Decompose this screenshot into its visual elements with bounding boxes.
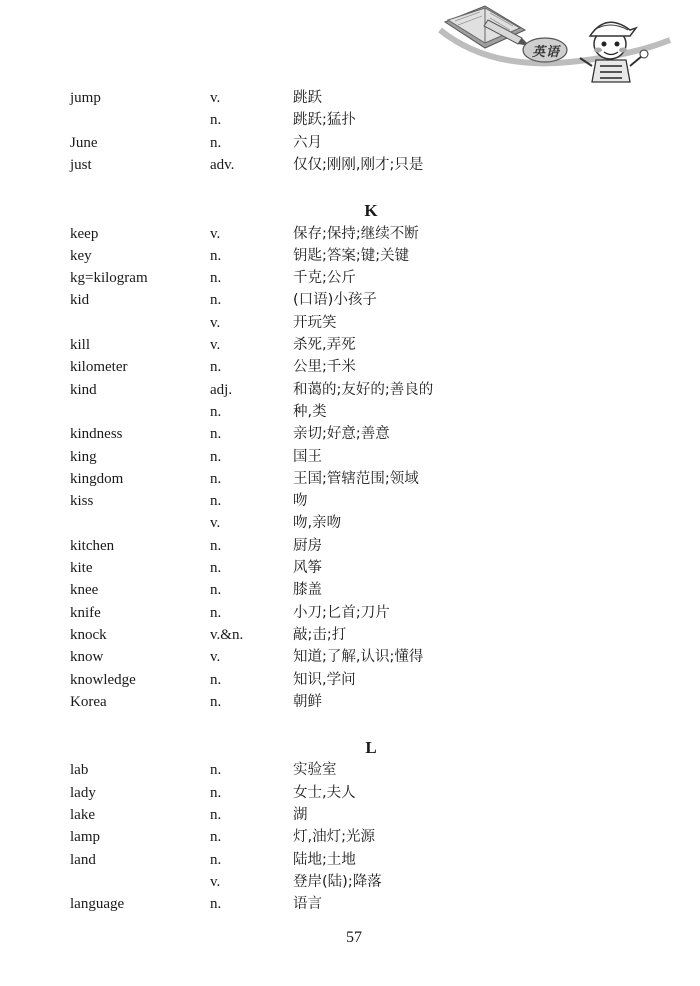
glossary-entry: [0, 535, 700, 557]
entry-part-of-speech: n.: [210, 448, 222, 465]
entry-word: kitchen: [70, 537, 115, 554]
entry-meaning: 公里;千米: [293, 359, 356, 376]
page-number: 57: [346, 929, 362, 946]
glossary-entry: [0, 624, 700, 646]
entry-part-of-speech: n.: [210, 112, 222, 129]
entry-part-of-speech: n.: [210, 560, 222, 576]
entry-meaning: 湖: [293, 807, 308, 823]
entry-word: Korea: [70, 693, 107, 710]
entry-part-of-speech: v.: [210, 314, 221, 331]
entry-part-of-speech: n.: [210, 582, 222, 599]
entry-part-of-speech: v.: [210, 225, 221, 242]
entry-word: key: [70, 247, 92, 264]
entry-meaning: 知道;了解,认识;懂得: [293, 649, 424, 666]
glossary-entry: [0, 871, 700, 893]
glossary-entry: [0, 312, 700, 334]
glossary-entry: [0, 468, 700, 490]
glossary-entry: [0, 782, 700, 804]
entry-word: language: [70, 896, 125, 913]
entry-word: knock: [70, 626, 107, 643]
entry-part-of-speech: n.: [210, 470, 222, 487]
entry-word: king: [70, 448, 97, 465]
entry-part-of-speech: n.: [210, 784, 222, 801]
entry-part-of-speech: n.: [210, 762, 222, 779]
glossary-entry: [0, 223, 700, 245]
section-heading: L: [365, 738, 377, 758]
section-heading: K: [364, 201, 378, 221]
entry-meaning: 膝盖: [293, 582, 322, 599]
entry-word: knife: [70, 604, 101, 621]
entry-meaning: 女士,夫人: [293, 784, 356, 801]
entry-meaning: 小刀;匕首;刀片: [293, 604, 390, 621]
entry-part-of-speech: n.: [210, 359, 222, 376]
entry-meaning: 开玩笑: [293, 314, 337, 331]
entry-word: kilometer: [70, 359, 128, 376]
glossary-entry: [0, 109, 700, 131]
entry-meaning: 敲;击;打: [293, 626, 347, 643]
entry-meaning: 实验室: [293, 762, 337, 779]
entry-word: know: [70, 649, 104, 666]
entry-meaning: 仅仅;刚刚,刚才;只是: [293, 156, 424, 173]
entry-meaning: 千克;公斤: [293, 270, 356, 287]
entry-part-of-speech: v.: [210, 515, 221, 532]
glossary-entry: [0, 490, 700, 512]
subject-badge: 英语: [531, 45, 560, 60]
entry-word: kid: [70, 292, 90, 309]
glossary-entry: [0, 132, 700, 154]
entry-meaning: 亲切;好意;善意: [293, 426, 390, 443]
entry-meaning: (口语)小孩子: [293, 292, 377, 309]
entry-word: June: [70, 134, 98, 151]
glossary-entry: [0, 334, 700, 356]
entry-word: keep: [70, 225, 99, 242]
glossary-entry: [0, 691, 700, 713]
entry-word: lab: [70, 762, 89, 779]
entry-part-of-speech: n.: [210, 693, 222, 710]
glossary-entry: [0, 669, 700, 691]
entry-word: lake: [70, 807, 95, 823]
entry-part-of-speech: n.: [210, 604, 222, 621]
entry-word: kind: [70, 381, 97, 398]
entry-meaning: 陆地;土地: [293, 851, 356, 868]
glossary-entry: [0, 557, 700, 579]
glossary-entry: [0, 759, 700, 781]
glossary-entry: [0, 379, 700, 401]
entry-meaning: 跳跃;猛扑: [293, 112, 356, 129]
header-illustration: [430, 0, 700, 90]
entry-meaning: 跳跃: [293, 90, 322, 106]
entry-part-of-speech: v.: [210, 873, 221, 890]
entry-part-of-speech: v.&n.: [210, 626, 244, 643]
entry-word: lady: [70, 784, 96, 801]
entry-word: knee: [70, 582, 99, 599]
entry-meaning: 吻: [293, 493, 308, 510]
glossary-entry: [0, 512, 700, 534]
glossary-entry: [0, 826, 700, 848]
entry-word: lamp: [70, 829, 100, 846]
entry-meaning: 语言: [293, 896, 322, 913]
glossary-entry: [0, 579, 700, 601]
entry-meaning: 保存;保持;继续不断: [293, 225, 419, 242]
entry-meaning: 杀死,弄死: [293, 337, 356, 353]
entry-part-of-speech: v.: [210, 337, 221, 353]
entry-part-of-speech: adv.: [210, 156, 235, 173]
glossary-entry: [0, 245, 700, 267]
entry-meaning: 风筝: [293, 560, 322, 576]
entry-meaning: 登岸(陆);降落: [293, 873, 382, 890]
entry-part-of-speech: n.: [210, 292, 222, 309]
entry-word: kingdom: [70, 470, 124, 487]
entry-word: kg=kilogram: [70, 270, 148, 287]
entry-meaning: 知识,学问: [293, 671, 356, 688]
glossary-entry: [0, 401, 700, 423]
entry-part-of-speech: n.: [210, 829, 222, 846]
glossary-entry: [0, 356, 700, 378]
entry-part-of-speech: adj.: [210, 381, 233, 398]
entry-meaning: 吻,亲吻: [293, 515, 342, 532]
entry-part-of-speech: n.: [210, 807, 222, 823]
entry-word: just: [70, 156, 92, 173]
glossary-entry: [0, 267, 700, 289]
entry-part-of-speech: n.: [210, 671, 222, 688]
entry-part-of-speech: n.: [210, 851, 222, 868]
entry-word: kite: [70, 560, 93, 576]
entry-meaning: 和蔼的;友好的;善良的: [293, 381, 434, 398]
entry-meaning: 国王: [293, 448, 322, 465]
entry-part-of-speech: v.: [210, 649, 221, 666]
glossary-entry: [0, 849, 700, 871]
entry-part-of-speech: n.: [210, 247, 222, 264]
entry-word: jump: [70, 90, 101, 106]
entry-part-of-speech: n.: [210, 134, 222, 151]
glossary-entry: [0, 893, 700, 915]
entry-part-of-speech: n.: [210, 896, 222, 913]
glossary-entry: [0, 646, 700, 668]
entry-meaning: 种,类: [293, 403, 327, 420]
glossary-entry: [0, 804, 700, 826]
entry-meaning: 六月: [293, 134, 322, 151]
entry-part-of-speech: v.: [210, 90, 221, 106]
entry-meaning: 钥匙;答案;键;关键: [293, 247, 410, 264]
entry-part-of-speech: n.: [210, 537, 222, 554]
entry-meaning: 厨房: [293, 537, 322, 554]
glossary-entry: [0, 154, 700, 176]
entry-word: kill: [70, 337, 91, 353]
entry-word: land: [70, 851, 96, 868]
glossary-entry: [0, 602, 700, 624]
glossary-entry: [0, 289, 700, 311]
entry-meaning: 王国;管辖范围;领域: [293, 470, 419, 487]
entry-part-of-speech: n.: [210, 493, 222, 510]
entry-meaning: 朝鲜: [293, 693, 322, 710]
glossary-entry: [0, 446, 700, 468]
glossary-entry: [0, 87, 700, 109]
entry-part-of-speech: n.: [210, 403, 222, 420]
glossary-entry: [0, 423, 700, 445]
entry-meaning: 灯,油灯;光源: [293, 829, 375, 846]
entry-word: knowledge: [70, 671, 136, 688]
entry-part-of-speech: n.: [210, 270, 222, 287]
entry-word: kindness: [70, 426, 123, 443]
entry-word: kiss: [70, 493, 94, 510]
entry-part-of-speech: n.: [210, 426, 222, 443]
